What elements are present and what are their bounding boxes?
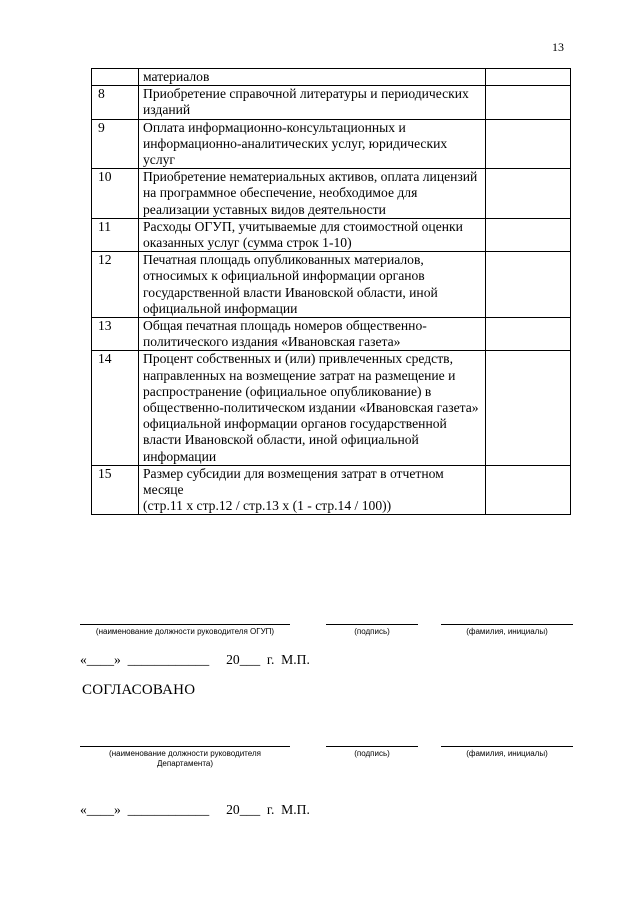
row-value: [486, 252, 571, 318]
position-caption: (наименование должности руководителя Департамента): [109, 749, 261, 768]
table-row: [92, 69, 571, 86]
row-value: [486, 86, 571, 119]
row-description: Приобретение справочной литературы и периодических изданий: [139, 86, 486, 119]
row-description: Печатная площадь опубликованных материалов, относимых к официальной информации органов государственной власти Ивановской области, иной официальной информации: [139, 252, 486, 318]
row-number: 10: [92, 169, 139, 219]
signature-line: [326, 624, 418, 625]
row-number: [92, 69, 139, 86]
row-number: 13: [92, 318, 139, 351]
row-number: 12: [92, 252, 139, 318]
row-value: [486, 69, 571, 86]
row-value: [486, 318, 571, 351]
row-description: Оплата информационно-консультационных и информационно-аналитических услуг, юридических услуг: [139, 119, 486, 169]
row-number: 8: [92, 86, 139, 119]
signature-caption: (подпись): [354, 749, 390, 758]
row-description: Процент собственных и (или) привлеченных средств, направленных на возмещение затрат на размещение и распространение (официальное опубликование) в общественно-политическом издании «Ивановская газета» официальной информации органов государственной власти Ивановской области, иной официальной информации: [139, 351, 486, 465]
row-number: 15: [92, 465, 139, 515]
row-description: Приобретение нематериальных активов, оплата лицензий на программное обеспечение, необходимое для реализации уставных видов деятельности: [139, 169, 486, 219]
signature-line: [326, 746, 418, 747]
row-number: 14: [92, 351, 139, 465]
row-description: Размер субсидии для возмещения затрат в отчетном месяце (стр.11 х стр.12 / стр.13 х (1 - стр.14 / 100)): [139, 465, 486, 515]
row-number: 9: [92, 119, 139, 169]
row-value: [486, 119, 571, 169]
row-value: [486, 218, 571, 251]
table-row: [92, 252, 571, 318]
position-signature-line: [80, 746, 290, 747]
name-signature-line: [441, 746, 573, 747]
report-table-body: [92, 69, 571, 515]
report-table: [91, 68, 571, 515]
name-caption: (фамилия, инициалы): [466, 627, 548, 636]
name-signature-line: [441, 624, 573, 625]
row-number: 11: [92, 218, 139, 251]
table-row: [92, 218, 571, 251]
signature-caption: (подпись): [354, 627, 390, 636]
position-signature-line: [80, 624, 290, 625]
table-row: [92, 351, 571, 465]
date-line: «____» ____________ 20___ г. М.П.: [80, 652, 310, 667]
position-caption: (наименование должности руководителя ОГУП): [95, 627, 275, 636]
name-caption: (фамилия, инициалы): [466, 749, 548, 758]
row-value: [486, 351, 571, 465]
table-row: [92, 318, 571, 351]
date-line: «____» ____________ 20___ г. М.П.: [80, 802, 310, 817]
row-value: [486, 465, 571, 515]
page-number: 13: [552, 40, 564, 54]
row-description: Расходы ОГУП, учитываемые для стоимостной оценки оказанных услуг (сумма строк 1-10): [139, 218, 486, 251]
table-row: [92, 169, 571, 219]
table-row: [92, 119, 571, 169]
table-row: [92, 86, 571, 119]
agreed-heading: СОГЛАСОВАНО: [82, 682, 196, 698]
table-row: [92, 465, 571, 515]
row-value: [486, 169, 571, 219]
row-description: Общая печатная площадь номеров общественно-политического издания «Ивановская газета»: [139, 318, 486, 351]
row-description: материалов: [139, 69, 486, 86]
